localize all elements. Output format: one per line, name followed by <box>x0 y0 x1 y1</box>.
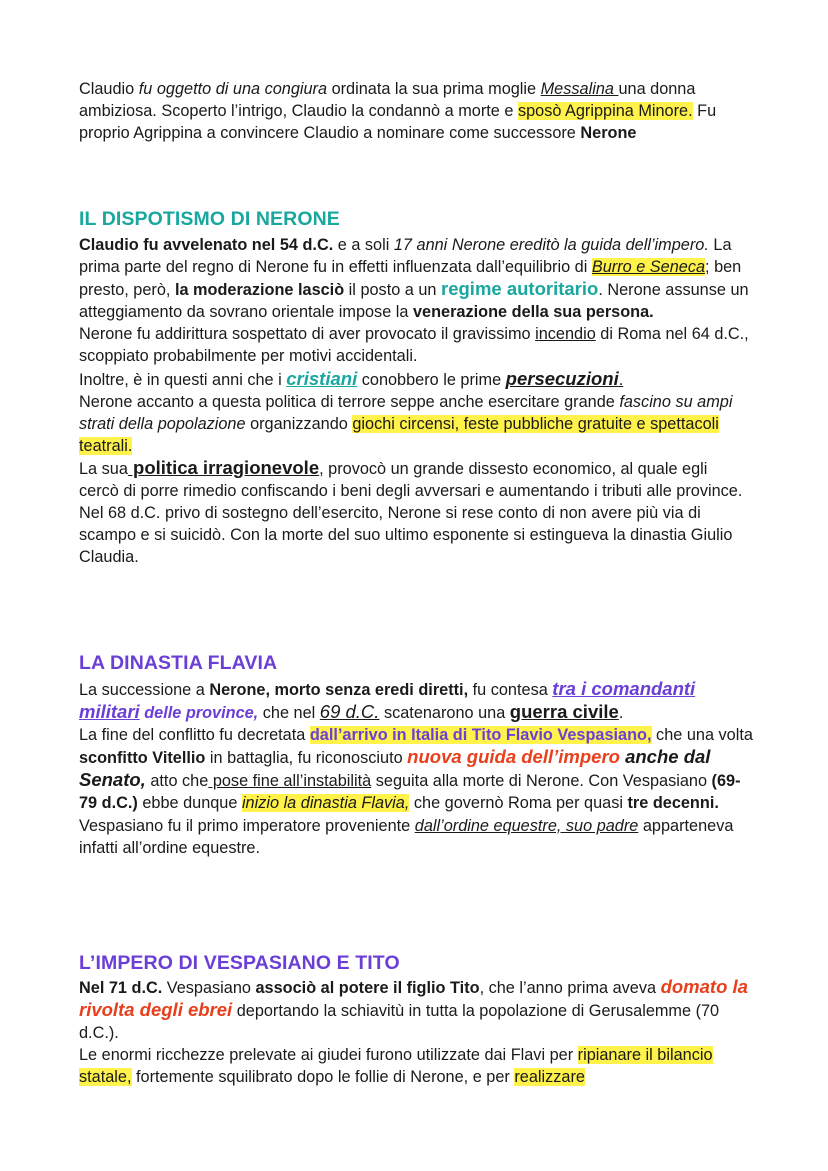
highlight: ripianare il bilancio statale, <box>79 1046 713 1087</box>
text-italic: fu oggetto di una congiura <box>138 80 328 98</box>
text-bold: Claudio fu avvelenato nel 54 d.C. <box>79 236 334 254</box>
text: Fu proprio Agrippina a convincere Claudio a nominare come successore <box>79 102 717 143</box>
text-bold: Nel 71 d.C. <box>79 979 163 997</box>
highlight: inizio la dinastia Flavia, <box>241 794 410 813</box>
text-emphasis: guerra civile <box>509 701 619 723</box>
highlight: realizzare <box>514 1068 585 1087</box>
text: che una volta <box>651 726 753 745</box>
text-emphasis: regime autoritario <box>441 278 599 300</box>
paragraph-claudio-congiura <box>79 78 759 144</box>
text: che nel <box>258 704 320 723</box>
text: , provocò un grande dissesto economico, al quale egli cercò di porre rimedio confiscando i beni degli avversari e aumentando i tributi alle province. <box>79 459 743 501</box>
text-italic: 17 anni Nerone ereditò la guida dell’impero. <box>393 236 709 254</box>
text: , che l’anno prima aveva <box>479 979 661 997</box>
text-bold: sconfitto Vitellio <box>79 749 206 768</box>
text-bold: (69-79 d.C.) <box>79 772 741 813</box>
text: . Nerone assunse un atteggiamento da sovrano orientale impose la <box>79 281 749 322</box>
paragraph-dinastia-flavia <box>79 678 755 859</box>
text: Claudio <box>79 80 139 98</box>
text: che governò Roma per quasi <box>409 794 628 813</box>
highlight: dall’arrivo in Italia di Tito Flavio Vespasiano, <box>309 726 652 745</box>
text: scatenarono una <box>379 704 510 723</box>
text-emphasis: cristiani <box>286 367 358 389</box>
text: . <box>618 370 624 389</box>
text: deportando la schiavitù in tutta la popolazione di Gerusalemme (70 d.C.). <box>79 1002 720 1043</box>
text-bold: tre decenni. <box>627 794 719 813</box>
text: ordinata la sua prima moglie <box>327 80 541 98</box>
highlight: Burro e Seneca <box>591 258 706 277</box>
text: in battaglia, fu riconosciuto <box>205 749 408 768</box>
text: Vespasiano <box>162 979 256 997</box>
highlight: sposò Agrippina Minore. <box>517 102 693 121</box>
text: di Roma nel 64 d.C., scoppiato probabilmente per motivi accidentali. <box>79 325 749 366</box>
text: La fine del conflitto fu decretata <box>79 726 310 745</box>
paragraph-dispotismo <box>79 234 751 568</box>
text: La prima parte del regno di Nerone fu in effetti influenzata dall’equilibrio di <box>79 236 732 277</box>
text-underlined: pose fine all’instabilità <box>208 772 372 791</box>
heading-dispotismo-nerone: IL DISPOTISMO DI NERONE <box>79 208 340 230</box>
text: una donna ambiziosa. Scoperto l’intrigo, Claudio la condannò a morte e <box>79 80 696 121</box>
paragraph-vespasiano-tito <box>79 976 751 1088</box>
text-underlined: dall’ordine equestre, suo padre <box>414 816 639 835</box>
highlight: giochi circensi, feste pubbliche gratuite e spettacoli teatrali. <box>79 414 719 455</box>
text-emphasis: delle province, <box>139 704 259 723</box>
text: Vespasiano fu il primo imperatore proveniente <box>79 816 415 835</box>
text: ebbe dunque <box>137 794 242 813</box>
text: atto che <box>145 772 209 791</box>
text-emphasis: anche dal Senato, <box>79 746 711 791</box>
text: La successione a <box>79 681 210 699</box>
text: il posto a un <box>344 281 442 300</box>
text-emphasis: tra i comandanti militari <box>79 678 696 723</box>
text: La sua <box>79 459 128 478</box>
text-emphasis: politica irragionevole <box>127 456 320 478</box>
heading-dinastia-flavia: LA DINASTIA FLAVIA <box>79 652 278 674</box>
text: fortemente squilibrato dopo le follie di Nerone, e per <box>131 1068 515 1087</box>
text-underlined: incendio <box>535 325 596 344</box>
text-emphasis: 69 d.C. <box>319 701 380 723</box>
text-bold: Nerone <box>580 124 637 143</box>
text: ; ben presto, però, <box>79 258 742 300</box>
text: Nerone accanto a questa politica di terrore seppe anche esercitare grande <box>79 392 620 411</box>
text-bold: venerazione della sua persona. <box>412 303 654 322</box>
text-italic: fascino su ampi strati della popolazione <box>79 392 733 433</box>
text: conobbero le prime <box>357 370 506 389</box>
text: fu contesa <box>468 681 553 699</box>
text: e a soli <box>333 236 394 254</box>
text: Nel 68 d.C. privo di sostegno dell’esercito, Nerone si rese conto di non avere più via di scampo e si suicidò. Con la morte del suo ultimo esponente si estingueva la dinastia Giulio Claudia. <box>79 504 733 567</box>
text-emphasis: persecuzioni <box>505 367 619 389</box>
text-underlined: Messalina <box>540 80 619 98</box>
text: seguita alla morte di Nerone. Con Vespasiano <box>371 772 712 791</box>
text: organizzando <box>245 414 353 433</box>
text-bold: la moderazione lasciò <box>174 281 345 300</box>
text-emphasis: nuova guida dell’impero <box>407 746 620 768</box>
text-bold: associò al potere il figlio Tito <box>255 979 480 997</box>
text: Nerone fu addirittura sospettato di aver provocato il gravissimo <box>79 325 536 344</box>
text-emphasis: domato la rivolta degli ebrei <box>79 976 748 1021</box>
text: apparteneva infatti all’ordine equestre. <box>79 816 734 857</box>
text: Inoltre, è in questi anni che i <box>79 370 287 389</box>
text: Le enormi ricchezze prelevate ai giudei furono utilizzate dai Flavi per <box>79 1046 578 1065</box>
text-bold: Nerone, morto senza eredi diretti, <box>209 681 469 699</box>
text: . <box>618 704 624 723</box>
heading-impero-vespasiano-tito: L’IMPERO DI VESPASIANO E TITO <box>79 952 400 974</box>
